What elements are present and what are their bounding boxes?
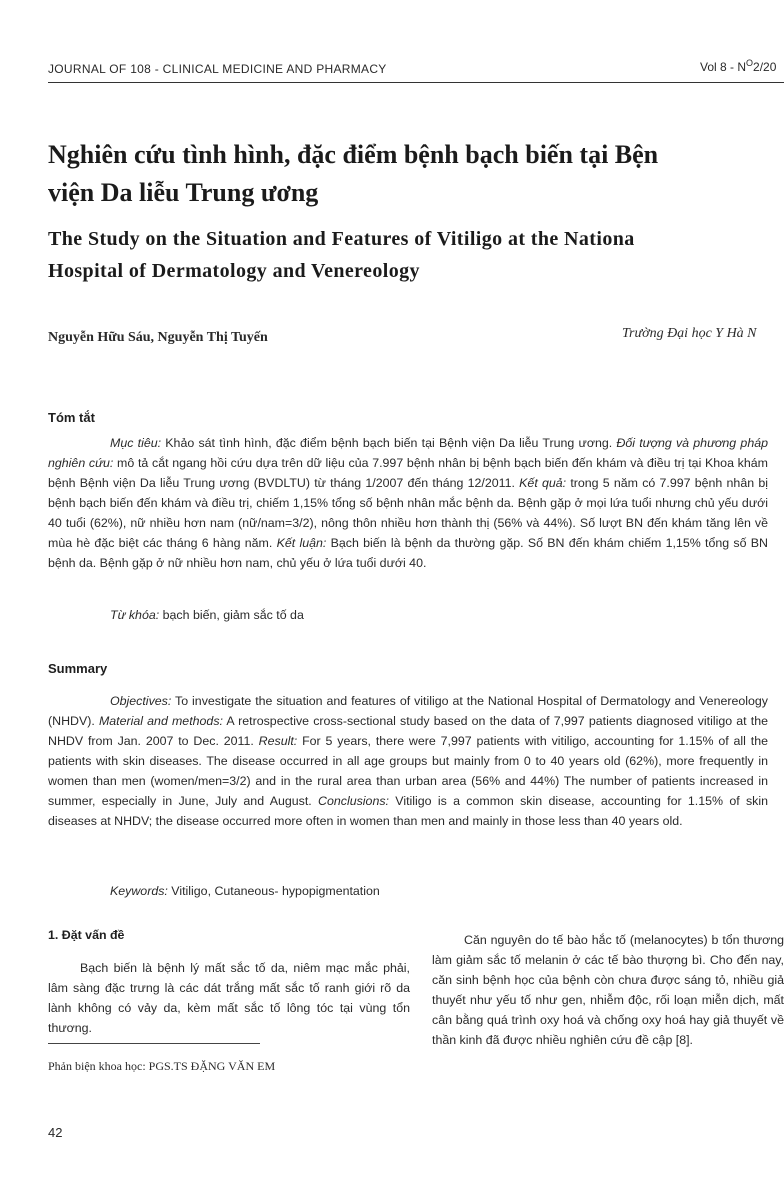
result-text: For 5 years, there were 7,997 patients with vitiligo, accounting for 1.15% of all the patients with skin diseases. The disease occurred in all age groups but mainly from 0 to 40 years old (62%), more frequently in women than men (women/men=3/2) and in the rural area than urban area (56% and 44%) The number of patients increased in summer, especially in June, July and August.	[48, 734, 768, 808]
reviewer-footnote: Phản biện khoa học: PGS.TS ĐẶNG VĂN EM	[48, 1059, 276, 1073]
conclusions-text: Vitiligo is a common skin disease, accounting for 1.15% of skin diseases at NHDV; the disease occurred more often in women than men and mainly in those less than 40 years old.	[48, 794, 769, 828]
volume-issue	[700, 58, 776, 74]
result-label: Result:	[258, 734, 298, 748]
keywords-en	[110, 884, 380, 898]
intro-heading: 1. Đặt vấn đề	[48, 928, 125, 942]
conclusion-text: Bạch biến là bệnh da thường gặp. Số BN đến khám chiếm 1,15% tổng số BN bệnh da. Bệnh gặp ở nữ nhiều hơn nam, chủ yếu ở lứa tuổi dưới 40.	[48, 536, 768, 570]
footnote-divider	[48, 1043, 260, 1044]
authors: Nguyễn Hữu Sáu, Nguyễn Thị Tuyến	[48, 330, 268, 345]
methods-label: Đối tượng và phương pháp nghiên cứu:	[48, 436, 768, 470]
keywords-en-label: Keywords:	[110, 884, 168, 898]
intro-right-column	[432, 930, 784, 1050]
objectives-label: Objectives:	[110, 694, 172, 708]
methods-text: mô tả cắt ngang hồi cứu dựa trên dữ liệu của 7.997 bệnh nhân bị bệnh bạch biến đến khám và điều trị tại Khoa khám bệnh Bệnh viện Da liễu Trung ương (BVDLTU) từ tháng 1/2007 đến tháng 12/2011.	[48, 456, 768, 490]
keywords-en-text: Vitiligo, Cutaneous- hypopigmentation	[167, 884, 380, 898]
abstract-vi-body	[48, 433, 768, 573]
title-en-line1: The Study on the Situation and Features of Vitiligo at the Nationa	[48, 228, 635, 250]
summary-body	[48, 691, 768, 831]
abstract-vi-heading: Tóm tắt	[48, 410, 95, 425]
material-methods-label: Material and methods:	[98, 714, 223, 728]
keywords-vi-label: Từ khóa:	[110, 608, 160, 622]
conclusions-label: Conclusions:	[318, 794, 389, 808]
volume-suffix: 2/20	[753, 60, 777, 74]
keywords-vi-text: bạch biến, giảm sắc tố da	[159, 608, 304, 622]
objective-text: Khảo sát tình hình, đặc điểm bệnh bạch biến tại Bệnh viện Da liễu Trung ương.	[161, 436, 617, 450]
intro-left-column	[48, 958, 410, 1038]
objective-label: Mục tiêu:	[110, 436, 162, 450]
results-text: trong 5 năm có 7.997 bệnh nhân bị bệnh bạch biến đến khám và điều trị, chiếm 1,15% tổng số bệnh nhân mắc bệnh da. Bệnh gặp ở mọi lứa tuổi nhưng chủ yếu dưới 40 tuổi (62%), nữ nhiều hơn nam (nữ/nam=3/2), nông thôn nhiều hơn thành thị (56% và 44%). Số lượt BN đến khám tăng lên về mùa hè đặc biệt các tháng 6 hàng năm.	[48, 476, 768, 550]
objectives-text: To investigate the situation and features of vitiligo at the National Hospital of Dermatology and Venereology (NHDV).	[48, 694, 768, 728]
journal-name: JOURNAL OF 108 - CLINICAL MEDICINE AND PHARMACY	[48, 62, 387, 76]
volume-sup: O	[746, 58, 754, 68]
results-label: Kết quả:	[519, 476, 567, 490]
page-number: 42	[48, 1125, 63, 1140]
intro-right-text: Căn nguyên do tế bào hắc tố (melanocytes) b tổn thương làm giảm sắc tố melanin ở các tế bào thượng bì. Cho đến nay, căn sinh bệnh học của bệnh còn chưa được sáng tỏ, nhiều giả thuyết như yếu tố như gen, nhiễm độc, rối loạn miễn dịch, mất cân bằng quá trình oxy hoá và chống oxy hoá hay giả thuyết về thần kinh đã được nhiều nghiên cứu đề cập [8].	[432, 933, 784, 1047]
title-vi-line2: viện Da liễu Trung ương	[48, 178, 319, 207]
conclusion-label: Kết luận:	[276, 536, 327, 550]
volume-prefix: Vol 8 - N	[700, 60, 747, 74]
intro-left-text: Bạch biến là bệnh lý mất sắc tố da, niêm mạc mắc phải, lâm sàng đặc trưng là các dát trắng mất sắc tố ranh giới rõ da lành không có vảy da, kèm mất sắc tố lông tóc tại vùng tổn thương.	[48, 961, 410, 1035]
summary-heading: Summary	[48, 661, 108, 676]
title-vi-line1: Nghiên cứu tình hình, đặc điểm bệnh bạch biến tại Bện	[48, 140, 659, 169]
affiliation: Trường Đại học Y Hà N	[622, 326, 757, 341]
header-divider	[48, 82, 784, 83]
material-methods-text: A retrospective cross-sectional study based on the data of 7,997 patients diagnosed vitiligo at the NHDV from Jan. 2007 to Dec. 2011.	[48, 714, 768, 748]
title-en-line2: Hospital of Dermatology and Venereology	[48, 260, 420, 282]
keywords-vi	[110, 608, 304, 622]
